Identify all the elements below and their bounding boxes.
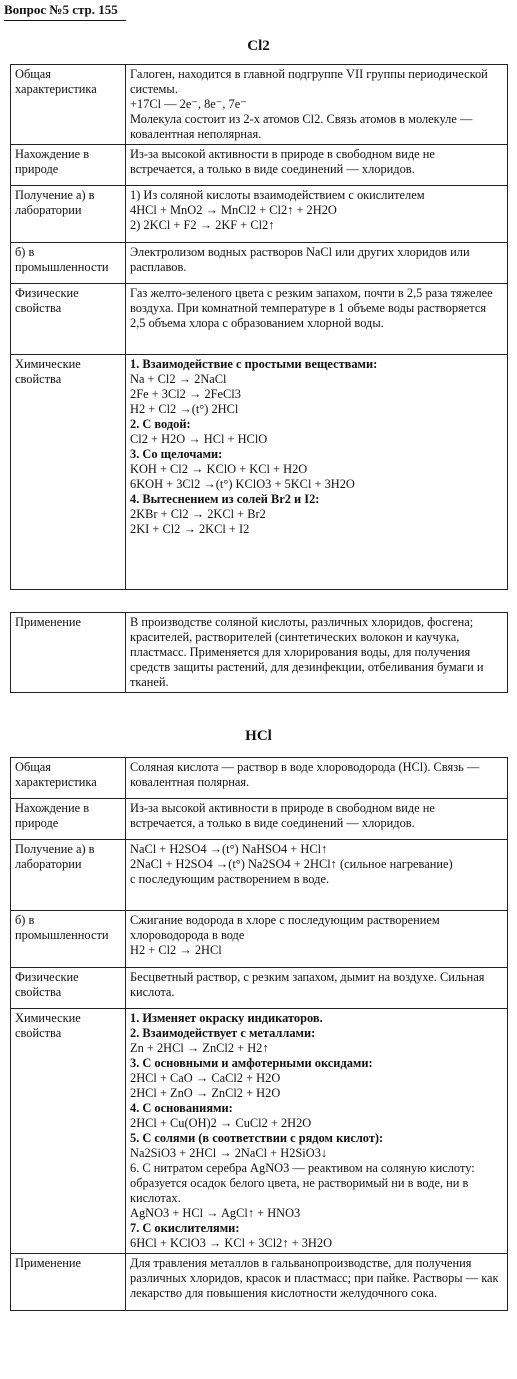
table-row — [11, 284, 508, 355]
table-row — [11, 145, 508, 186]
content-line: Na2SiO3 + 2HCl → 2NaCl + H2SiO3↓ — [130, 1146, 328, 1160]
content-line: Zn + 2HCl → ZnCl2 + H2↑ — [130, 1041, 269, 1055]
content-line: Электролизом водных растворов NaCl или других хлоридов или расплавов. — [130, 245, 470, 274]
hcl-table — [10, 757, 508, 1311]
content-line: 4. С основаниями: — [130, 1101, 233, 1115]
row-content — [126, 968, 508, 1009]
table-row — [11, 65, 508, 145]
row-label: б) в промышленности — [11, 243, 126, 284]
content-line: Для травления металлов в гальванопроизводстве, для получения различных хлоридов, красок и пластмасс; при пайке. Растворы — как лекарство для повышения кислотности желудочного сока. — [130, 1256, 499, 1300]
hcl-title: HCl — [245, 728, 272, 744]
row-label: Общая характеристика — [11, 65, 126, 145]
content-line: 2NaCl + H2SO4 →(t°) Na2SO4 + 2HCl↑ (сильное нагревание) — [130, 857, 453, 871]
content-line: Из-за высокой активности в природе в свободном виде не встречается, а только в виде соединений — хлоридов. — [130, 801, 435, 830]
content-line: 3. Со щелочами: — [130, 447, 223, 461]
row-content — [126, 65, 508, 145]
content-line: 6HCl + KClO3 → KCl + 3Cl2↑ + 3H2O — [130, 1236, 333, 1250]
row-label: Химические свойства — [11, 355, 126, 590]
table-row — [11, 613, 508, 693]
row-label: Химические свойства — [11, 1009, 126, 1254]
content-line: AgNO3 + HCl → AgCl↑ + HNO3 — [130, 1206, 301, 1220]
row-label: Применение — [11, 613, 126, 693]
content-line: 2KBr + Cl2 → 2KCl + Br2 — [130, 507, 266, 521]
content-line: Бесцветный раствор, с резким запахом, дымит на воздухе. Сильная кислота. — [130, 970, 485, 999]
table-row — [11, 968, 508, 1009]
table-row — [11, 799, 508, 840]
content-line: 4HCl + MnO2 → MnCl2 + Cl2↑ + 2H2O — [130, 203, 337, 217]
content-line: 5. С солями (в соответствии с рядом кислот): — [130, 1131, 384, 1145]
row-content — [126, 840, 508, 911]
row-content — [126, 799, 508, 840]
row-content — [126, 284, 508, 355]
row-label: Физические свойства — [11, 968, 126, 1009]
content-line: Соляная кислота — раствор в воде хлороводорода (HCl). Связь — ковалентная полярная. — [130, 760, 480, 789]
row-content — [126, 911, 508, 968]
content-line: +17Cl — 2e⁻, 8e⁻, 7e⁻ — [130, 97, 247, 111]
content-line: Cl2 + H2O → HCl + HClO — [130, 432, 268, 446]
content-line: 1. Взаимодействие с простыми веществами: — [130, 357, 378, 371]
row-content — [126, 1254, 508, 1311]
row-content — [126, 145, 508, 186]
row-label: Нахождение в природе — [11, 799, 126, 840]
table-row — [11, 355, 508, 590]
row-label: б) в промышленности — [11, 911, 126, 968]
row-content — [126, 186, 508, 243]
row-label: Общая характеристика — [11, 758, 126, 799]
row-label: Применение — [11, 1254, 126, 1311]
content-line: H2 + Cl2 →(t°) 2HCl — [130, 402, 239, 416]
row-label: Получение а) в лаборатории — [11, 840, 126, 911]
content-line: 1. Изменяет окраску индикаторов. — [130, 1011, 323, 1025]
cl2-title: Cl2 — [247, 38, 270, 54]
content-line: 1) Из соляной кислоты взаимодействием с окислителем — [130, 188, 425, 202]
content-line: 2KI + Cl2 → 2KCl + I2 — [130, 522, 250, 536]
content-line: Из-за высокой активности в природе в свободном виде не встречается, а только в виде соединений — хлоридов. — [130, 147, 435, 176]
row-content — [126, 1009, 508, 1254]
content-line: Na + Cl2 → 2NaCl — [130, 372, 227, 386]
content-line: Молекула состоит из 2-х атомов Cl2. Связь атомов в молекуле — ковалентная неполярная. — [130, 112, 473, 141]
table-row — [11, 186, 508, 243]
table-row — [11, 243, 508, 284]
page-header: Вопрос №5 стр. 155 — [4, 2, 118, 17]
content-line: 2) 2KCl + F2 → 2KF + Cl2↑ — [130, 218, 275, 232]
content-line: 2. С водой: — [130, 417, 191, 431]
cl2-use-table — [10, 612, 508, 693]
content-line: KOH + Cl2 → KClO + KCl + H2O — [130, 462, 308, 476]
content-line: 2HCl + CaO → CaCl2 + H2O — [130, 1071, 281, 1085]
row-content: В производстве соляной кислоты, различных хлоридов, фосгена; красителей, растворителей (синтетических волокон и каучука, пластмасс. Применяется для хлорирования воды, для получения средств защиты растений, для дезинфекции, отбеливания бумаги и тканей. — [126, 613, 508, 693]
content-line: 6KOH + 3Cl2 →(t°) KClO3 + 5KCl + 3H2O — [130, 477, 355, 491]
content-line: 4. Вытеснением из солей Br2 и I2: — [130, 492, 320, 506]
content-line: NaCl + H2SO4 →(t°) NaHSO4 + HCl↑ — [130, 842, 328, 856]
row-label: Физические свойства — [11, 284, 126, 355]
cl2-table — [10, 64, 508, 590]
row-content — [126, 355, 508, 590]
row-label: Получение а) в лаборатории — [11, 186, 126, 243]
row-content — [126, 243, 508, 284]
row-content — [126, 758, 508, 799]
table-row — [11, 840, 508, 911]
content-line: Галоген, находится в главной подгруппе VII группы периодической системы. — [130, 67, 488, 96]
table-row — [11, 1254, 508, 1311]
content-line: Сжигание водорода в хлоре с последующим растворением хлороводорода в воде — [130, 913, 440, 942]
content-line: 3. С основными и амфотерными оксидами: — [130, 1056, 373, 1070]
content-line: 2HCl + ZnO → ZnCl2 + H2O — [130, 1086, 281, 1100]
content-line: 7. С окислителями: — [130, 1221, 240, 1235]
content-line: 2Fe + 3Cl2 → 2FeCl3 — [130, 387, 241, 401]
content-line: H2 + Cl2 → 2HCl — [130, 943, 222, 957]
content-line: с последующим растворением в воде. — [130, 872, 330, 886]
content-line: 2HCl + Cu(OH)2 → CuCl2 + 2H2O — [130, 1116, 312, 1130]
content-line: 2. Взаимодействует с металлами: — [130, 1026, 316, 1040]
table-row — [11, 911, 508, 968]
content-line: Газ желто-зеленого цвета с резким запахом, почти в 2,5 раза тяжелее воздуха. При комнатной температуре в 1 объеме воды растворяется 2,5 объема хлора с образованием хлорной воды. — [130, 286, 493, 330]
table-row — [11, 758, 508, 799]
content-line: 6. С нитратом серебра AgNO3 — реактивом на соляную кислоту: образуется осадок белого цвета, не растворимый ни в воде, ни в кислотах. — [130, 1161, 475, 1205]
table-row — [11, 1009, 508, 1254]
row-label: Нахождение в природе — [11, 145, 126, 186]
header-underline — [4, 20, 126, 21]
